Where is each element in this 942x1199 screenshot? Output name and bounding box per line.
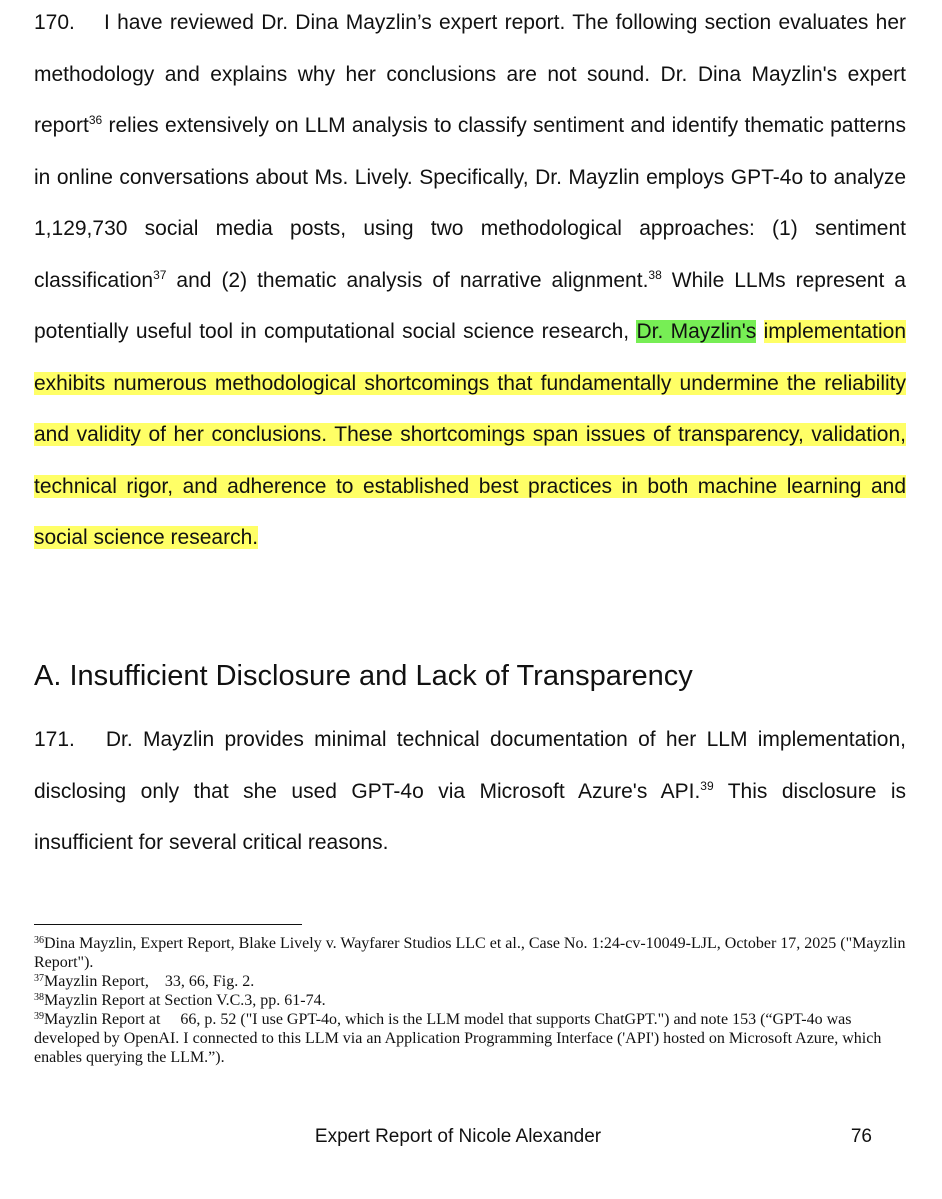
page-number: 76: [850, 1126, 872, 1147]
footnote-text: Mayzlin Report at 66, p. 52 ("I use GPT-4o, which is the LLM model that supports ChatGPT.") and note 153 (“GPT-4o was developed by OpenAI. I connected to this LLM via an Application Programming Interface ('API') hosted on Microsoft Azure, which enables querying the LLM.”).: [34, 1011, 882, 1066]
footnote-39: [34, 1010, 906, 1067]
footnotes: [34, 934, 906, 1067]
footnote-text: Mayzlin Report, 33, 66, Fig. 2.: [44, 973, 255, 990]
paragraph-170: [34, 0, 906, 564]
footnote-36: [34, 934, 906, 972]
paragraph-170-text: [756, 320, 763, 343]
paragraph-171-text: This disclosure is insufficient for several critical reasons.: [34, 779, 906, 854]
footnote-divider: [34, 924, 302, 925]
footnote-number: 36: [34, 935, 44, 946]
paragraph-171: [34, 714, 906, 869]
footnote-ref-36[interactable]: 36: [88, 113, 103, 127]
green-highlight: Dr. Mayzlin's: [636, 320, 757, 343]
footnote-number: 37: [34, 973, 44, 984]
footer-title: Expert Report of Nicole Alexander: [314, 1126, 602, 1147]
footnote-ref-37[interactable]: 37: [153, 267, 167, 282]
paragraph-171-text: 171. Dr. Mayzlin provides minimal technical documentation of her LLM implementation, disclosing only that she used GPT-4o via Microsoft Azure's API.: [34, 728, 906, 803]
footnote-text: Dina Mayzlin, Expert Report, Blake Lively v. Wayfarer Studios LLC et al., Case No. 1:24-cv-10049-LJL, October 17, 2025 ("Mayzlin Report").: [34, 935, 906, 971]
paragraph-170-text: 170. I have reviewed Dr. Dina Mayzlin’s expert report. The following section evaluates her methodology and explains why her conclusions are not sound. Dr. Dina Mayzlin's expert report: [34, 11, 906, 137]
footnote-38: [34, 991, 906, 1010]
paragraph-170-text: relies extensively on LLM analysis to classify sentiment and identify thematic patterns in online conversations about Ms. Lively. Specifically, Dr. Mayzlin employs GPT-4o to analyze 1,129,730 social media posts, using two methodological approaches: (1) sentiment classification: [34, 114, 906, 292]
footnote-ref-39[interactable]: 39: [700, 778, 714, 793]
paragraph-170-text: While LLMs represent a potentially useful tool in computational social science research,: [34, 268, 906, 343]
paragraph-170-text: and (2) thematic analysis of narrative alignment.: [166, 268, 649, 292]
footnote-text: Mayzlin Report at Section V.C.3, pp. 61-74.: [44, 992, 326, 1009]
footnote-37: [34, 972, 906, 991]
yellow-highlight: implementation exhibits numerous methodological shortcomings that fundamentally undermine the reliability and validity of her conclusions. These shortcomings span issues of transparency, validation, technical rigor, and adherence to established best practices in both machine learning and social science research.: [34, 320, 906, 549]
section-heading: A. Insufficient Disclosure and Lack of Transparency: [34, 660, 693, 692]
footnote-number: 39: [34, 1011, 44, 1022]
footnote-number: 38: [34, 992, 44, 1003]
footnote-ref-38[interactable]: 38: [648, 267, 662, 282]
